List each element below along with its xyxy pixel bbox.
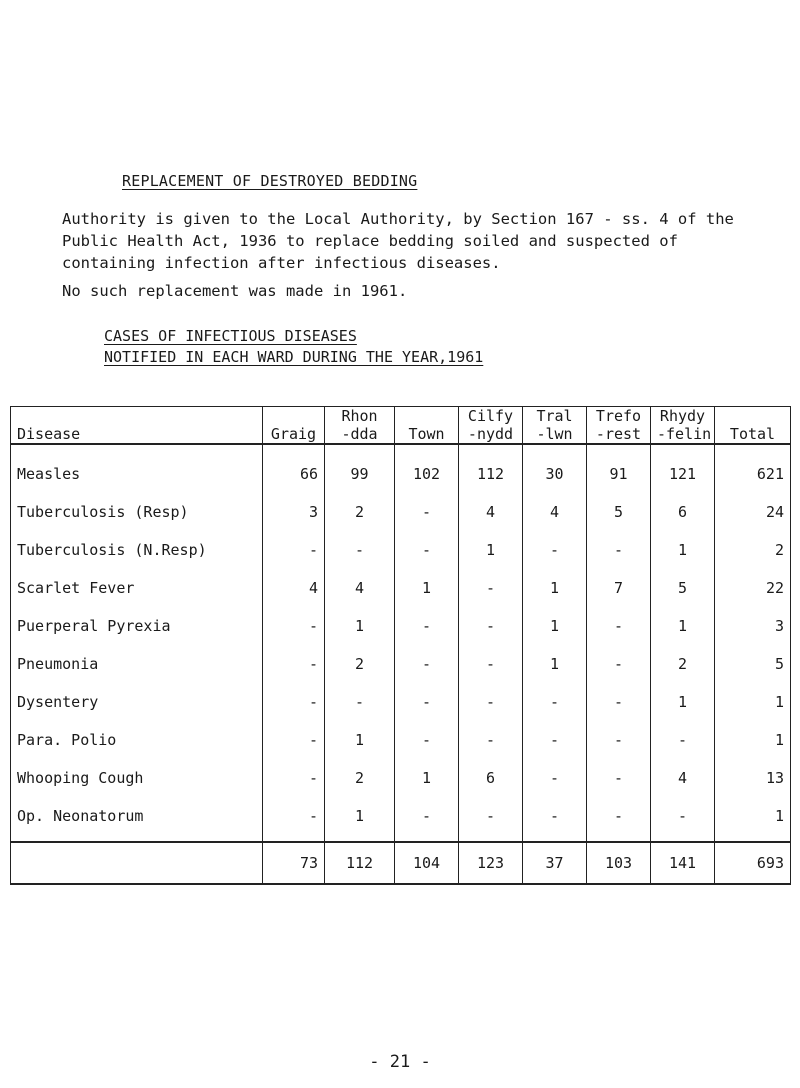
table-row	[11, 683, 791, 721]
column-header-line	[721, 407, 784, 425]
case-count-cell: 5	[651, 569, 715, 607]
case-count-cell: 3	[715, 607, 791, 645]
case-count-cell: 1	[325, 607, 395, 645]
case-count-cell: -	[395, 683, 459, 721]
table-row	[11, 531, 791, 569]
column-header	[523, 407, 587, 445]
column-header-line	[17, 407, 256, 425]
case-count-cell: -	[395, 607, 459, 645]
disease-name-cell: Scarlet Fever	[11, 569, 263, 607]
case-count-cell: -	[523, 683, 587, 721]
replacement-statement: No such replacement was made in 1961.	[62, 282, 408, 300]
disease-name-cell: Tuberculosis (Resp)	[11, 493, 263, 531]
case-count-cell: 1	[651, 683, 715, 721]
case-count-cell: 13	[715, 759, 791, 797]
table-totals-row	[11, 842, 791, 884]
case-count-cell: -	[587, 797, 651, 842]
case-count-cell: -	[459, 645, 523, 683]
case-count-cell: -	[263, 721, 325, 759]
case-count-cell: 24	[715, 493, 791, 531]
case-count-cell: 2	[325, 759, 395, 797]
case-count-cell: 1	[395, 569, 459, 607]
column-header	[651, 407, 715, 445]
case-count-cell: -	[651, 797, 715, 842]
case-count-cell: -	[395, 493, 459, 531]
case-count-cell: 1	[715, 797, 791, 842]
total-count-cell: 112	[325, 842, 395, 884]
case-count-cell: 30	[523, 444, 587, 493]
case-count-cell: -	[263, 645, 325, 683]
case-count-cell: 1	[395, 759, 459, 797]
case-count-cell: 4	[325, 569, 395, 607]
case-count-cell: -	[325, 531, 395, 569]
table-row	[11, 759, 791, 797]
case-count-cell: 6	[651, 493, 715, 531]
total-count-cell: 693	[715, 842, 791, 884]
case-count-cell: -	[523, 759, 587, 797]
case-count-cell: 6	[459, 759, 523, 797]
case-count-cell: 4	[459, 493, 523, 531]
case-count-cell: 1	[523, 569, 587, 607]
section-heading: REPLACEMENT OF DESTROYED BEDDING	[122, 172, 418, 190]
column-header-line: Rhydy	[659, 407, 706, 425]
column-header	[715, 407, 791, 445]
case-count-cell: -	[587, 759, 651, 797]
case-count-cell: 1	[715, 683, 791, 721]
disease-name-cell: Dysentery	[11, 683, 263, 721]
table-row	[11, 607, 791, 645]
case-count-cell: -	[523, 721, 587, 759]
case-count-cell: 102	[395, 444, 459, 493]
column-header	[11, 407, 263, 445]
column-header-line: Disease	[17, 425, 81, 443]
case-count-cell: -	[459, 721, 523, 759]
case-count-cell: 66	[263, 444, 325, 493]
case-count-cell: 1	[523, 607, 587, 645]
case-count-cell: 2	[715, 531, 791, 569]
case-count-cell: 121	[651, 444, 715, 493]
case-count-cell: -	[395, 797, 459, 842]
case-count-cell: -	[263, 607, 325, 645]
total-count-cell: 141	[651, 842, 715, 884]
table-title-line-2: NOTIFIED IN EACH WARD DURING THE YEAR,1961	[104, 348, 484, 366]
case-count-cell: 1	[523, 645, 587, 683]
totals-label-cell	[11, 842, 263, 884]
disease-name-cell: Measles	[11, 444, 263, 493]
case-count-cell: -	[459, 569, 523, 607]
page-number: - 21 -	[369, 1052, 431, 1072]
case-count-cell: 5	[587, 493, 651, 531]
column-header-line: Town	[408, 425, 445, 443]
table-row	[11, 721, 791, 759]
column-header	[395, 407, 459, 445]
case-count-cell: -	[395, 645, 459, 683]
infectious-diseases-table	[10, 406, 791, 885]
case-count-cell: 7	[587, 569, 651, 607]
case-count-cell: 4	[263, 569, 325, 607]
disease-name-cell: Puerperal Pyrexia	[11, 607, 263, 645]
case-count-cell: 1	[325, 721, 395, 759]
column-header	[459, 407, 523, 445]
case-count-cell: -	[523, 797, 587, 842]
case-count-cell: -	[263, 531, 325, 569]
case-count-cell: 99	[325, 444, 395, 493]
case-count-cell: -	[587, 683, 651, 721]
case-count-cell: 621	[715, 444, 791, 493]
authority-paragraph: Authority is given to the Local Authority, by Section 167 - ss. 4 of the Public Health Act, 1936 to replace bedding soiled and suspected of containing infection after infectious diseases.	[62, 210, 734, 272]
case-count-cell: 5	[715, 645, 791, 683]
column-header	[325, 407, 395, 445]
disease-name-cell: Para. Polio	[11, 721, 263, 759]
case-count-cell: -	[459, 683, 523, 721]
table-header-row	[11, 407, 791, 445]
case-count-cell: 1	[651, 531, 715, 569]
table-body	[11, 444, 791, 842]
table-row	[11, 444, 791, 493]
case-count-cell: 1	[459, 531, 523, 569]
case-count-cell: 3	[263, 493, 325, 531]
case-count-cell: -	[587, 607, 651, 645]
table-title-line-1: CASES OF INFECTIOUS DISEASES	[104, 327, 357, 345]
total-count-cell: 37	[523, 842, 587, 884]
column-header-line: -felin	[657, 425, 712, 443]
case-count-cell: -	[263, 759, 325, 797]
table-row	[11, 645, 791, 683]
case-count-cell: -	[263, 683, 325, 721]
disease-name-cell: Whooping Cough	[11, 759, 263, 797]
column-header-line: Tral	[536, 407, 573, 425]
column-header-line	[269, 407, 318, 425]
column-header-line: -dda	[341, 425, 378, 443]
case-count-cell: 1	[651, 607, 715, 645]
total-count-cell: 73	[263, 842, 325, 884]
case-count-cell: -	[587, 721, 651, 759]
case-count-cell: -	[325, 683, 395, 721]
case-count-cell: -	[587, 531, 651, 569]
case-count-cell: 1	[715, 721, 791, 759]
case-count-cell: -	[587, 645, 651, 683]
total-count-cell: 104	[395, 842, 459, 884]
case-count-cell: -	[651, 721, 715, 759]
column-header-line: Total	[729, 425, 776, 443]
case-count-cell: 112	[459, 444, 523, 493]
case-count-cell: -	[395, 721, 459, 759]
case-count-cell: 2	[651, 645, 715, 683]
column-header-line	[401, 407, 452, 425]
case-count-cell: -	[459, 797, 523, 842]
total-count-cell: 103	[587, 842, 651, 884]
case-count-cell: -	[523, 531, 587, 569]
total-count-cell: 123	[459, 842, 523, 884]
column-header-line: -nydd	[467, 425, 514, 443]
table-title	[104, 326, 483, 368]
column-header	[263, 407, 325, 445]
column-header-line: Trefo	[595, 407, 642, 425]
column-header-line: Rhon	[341, 407, 378, 425]
case-count-cell: 22	[715, 569, 791, 607]
table-row	[11, 493, 791, 531]
column-header	[587, 407, 651, 445]
table-row	[11, 797, 791, 842]
disease-name-cell: Tuberculosis (N.Resp)	[11, 531, 263, 569]
column-header-line: Cilfy	[467, 407, 514, 425]
case-count-cell: 91	[587, 444, 651, 493]
disease-name-cell: Op. Neonatorum	[11, 797, 263, 842]
case-count-cell: 1	[325, 797, 395, 842]
case-count-cell: -	[263, 797, 325, 842]
disease-name-cell: Pneumonia	[11, 645, 263, 683]
case-count-cell: 2	[325, 645, 395, 683]
case-count-cell: 4	[651, 759, 715, 797]
case-count-cell: 4	[523, 493, 587, 531]
case-count-cell: -	[459, 607, 523, 645]
table-row	[11, 569, 791, 607]
column-header-line: -lwn	[536, 425, 573, 443]
column-header-line: Graig	[270, 425, 317, 443]
column-header-line: -rest	[595, 425, 642, 443]
case-count-cell: -	[395, 531, 459, 569]
case-count-cell: 2	[325, 493, 395, 531]
